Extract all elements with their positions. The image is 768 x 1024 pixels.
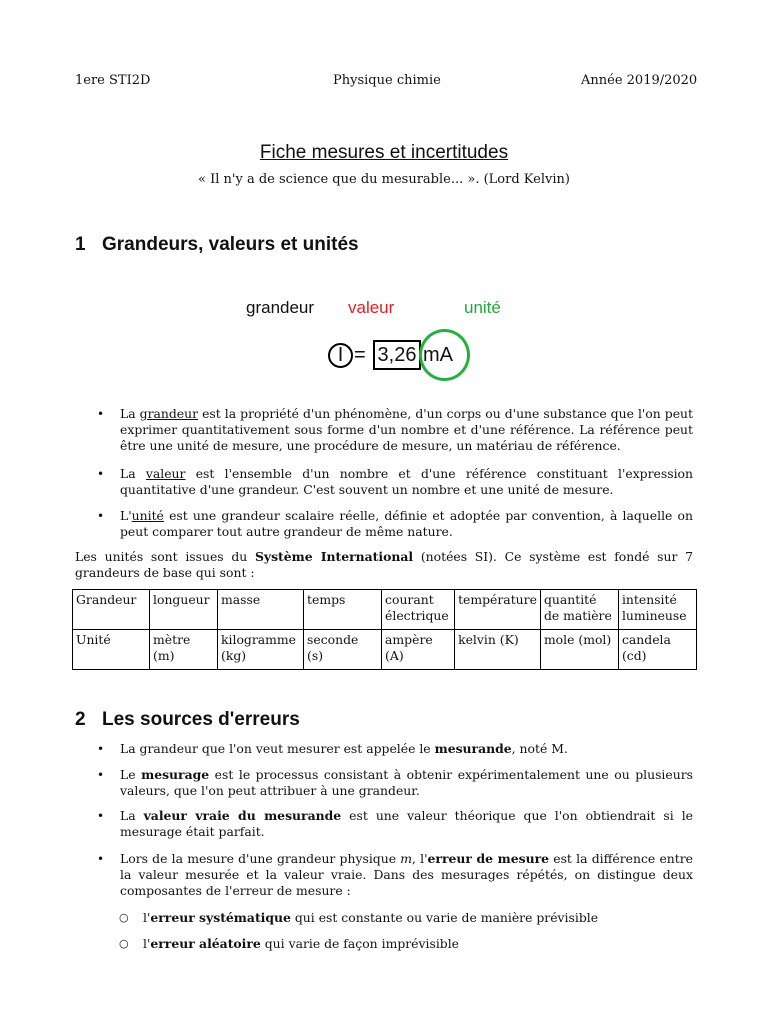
bullet-icon: •	[97, 852, 105, 866]
term-unite: unité	[131, 508, 164, 523]
bullet-icon: •	[97, 407, 105, 421]
text: La	[120, 406, 140, 421]
si-units-table	[72, 589, 697, 670]
header-class: 1ere STI2D	[75, 73, 151, 88]
table-cell: kelvin (K)	[455, 630, 541, 670]
table-cell: mole (mol)	[540, 630, 618, 670]
subbullet-aleatoire	[119, 936, 693, 952]
table-cell: courant électrique	[382, 590, 455, 630]
term: erreur systématique	[150, 910, 291, 925]
term: erreur aléatoire	[150, 936, 261, 951]
diagram-unit: mA	[423, 344, 453, 366]
table-cell: mètre (m)	[150, 630, 218, 670]
diagram-label-valeur: valeur	[348, 298, 395, 317]
subbullet-systematique	[119, 910, 693, 926]
variable: m	[400, 851, 413, 866]
text: est la différence entre la valeur mesurée et la valeur vraie. Dans des mesurages répétés, on distingue deux composantes de l'erreur de mesure :	[120, 851, 693, 898]
section-title: Grandeurs, valeurs et unités	[102, 234, 359, 255]
si-term: Système International	[254, 549, 414, 564]
text: La grandeur que l'on veut mesurer est appelée le	[120, 741, 435, 756]
table-cell: kilogramme (kg)	[218, 630, 304, 670]
text: qui est constante ou varie de manière prévisible	[290, 910, 599, 925]
table-cell: Unité	[73, 630, 150, 670]
term: erreur de mesure	[427, 851, 550, 866]
text: , noté M.	[511, 741, 568, 756]
text: est une grandeur scalaire réelle, définie et adoptée par convention, à laquelle on peut comparer tout autre grandeur de même nature.	[120, 508, 693, 539]
text: est l'ensemble d'un nombre et d'une référence constituant l'expression quantitative d'une grandeur. C'est souvent un nombre et une unité de mesure.	[120, 466, 693, 497]
diagram-label-unite: unité	[464, 298, 501, 317]
text: l'	[143, 910, 151, 925]
bullet-icon: •	[97, 742, 105, 756]
bullet-valeur	[97, 466, 693, 498]
header-year: Année 2019/2020	[581, 73, 698, 88]
term-grandeur: grandeur	[139, 406, 199, 421]
section-title: Les sources d'erreurs	[102, 709, 300, 730]
term: valeur vraie du mesurande	[143, 808, 342, 823]
table-row	[73, 630, 697, 670]
table-cell: temps	[304, 590, 382, 630]
text: , l'	[412, 851, 428, 866]
table-cell: Grandeur	[73, 590, 150, 630]
bullet-valeur-vraie	[97, 808, 693, 840]
section-1-heading	[75, 234, 359, 256]
text: La	[120, 466, 146, 481]
page-title: Fiche mesures et incertitudes	[259, 142, 509, 163]
text: est le processus consistant à obtenir expérimentalement une ou plusieurs valeurs, que l'on peut attribuer à une grandeur.	[120, 767, 693, 798]
term-valeur: valeur	[145, 466, 186, 481]
bullet-mesurande	[97, 741, 693, 757]
bullet-grandeur	[97, 406, 693, 454]
table-cell: candela (cd)	[618, 630, 696, 670]
term: mesurage	[141, 767, 210, 782]
text: Le	[120, 767, 142, 782]
text: Les unités sont issues du	[75, 549, 255, 564]
bullet-icon: •	[97, 768, 105, 782]
table-cell: masse	[218, 590, 304, 630]
text: La	[120, 808, 144, 823]
quote: « Il n'y a de science que du mesurable... ». (Lord Kelvin)	[198, 172, 570, 187]
text: (notées SI). Ce système est fondé sur 7 grandeurs de base qui sont :	[75, 549, 693, 580]
table-cell: longueur	[150, 590, 218, 630]
bullet-unite	[97, 508, 693, 540]
table-cell: ampère (A)	[382, 630, 455, 670]
circle-bullet-icon: ○	[119, 911, 129, 924]
diagram-value-box: 3,26	[373, 340, 421, 370]
table-cell: intensité lumineuse	[618, 590, 696, 630]
diagram-label-grandeur: grandeur	[246, 298, 315, 317]
table-cell: température	[455, 590, 541, 630]
table-cell: seconde (s)	[304, 630, 382, 670]
section-number: 2	[75, 709, 86, 730]
bullet-erreur-mesure	[97, 851, 693, 899]
bullet-icon: •	[97, 509, 105, 523]
bullet-icon: •	[97, 809, 105, 823]
bullet-mesurage	[97, 767, 693, 799]
circle-bullet-icon: ○	[119, 937, 129, 950]
text: l'	[143, 936, 151, 951]
text: Lors de la mesure d'une grandeur physique	[120, 851, 401, 866]
text: est une valeur théorique que l'on obtiendrait si le mesurage était parfait.	[120, 808, 693, 839]
diagram-symbol: I	[337, 344, 344, 366]
si-paragraph	[75, 549, 693, 581]
section-number: 1	[75, 234, 86, 255]
term: mesurande	[434, 741, 512, 756]
bullet-icon: •	[97, 467, 105, 481]
table-row	[73, 590, 697, 630]
diagram-equals: =	[354, 344, 366, 366]
text: est la propriété d'un phénomène, d'un corps ou d'une substance que l'on peut exprimer quantitativement sous forme d'un nombre et d'une référence. La référence peut être une unité de mesure, une procédure de mesure, un matériau de référence.	[120, 406, 694, 453]
header-subject: Physique chimie	[333, 73, 441, 88]
table-cell: quantité de matière	[540, 590, 618, 630]
text: qui varie de façon imprévisible	[260, 936, 460, 951]
text: L'	[120, 508, 132, 523]
section-2-heading	[75, 709, 300, 731]
